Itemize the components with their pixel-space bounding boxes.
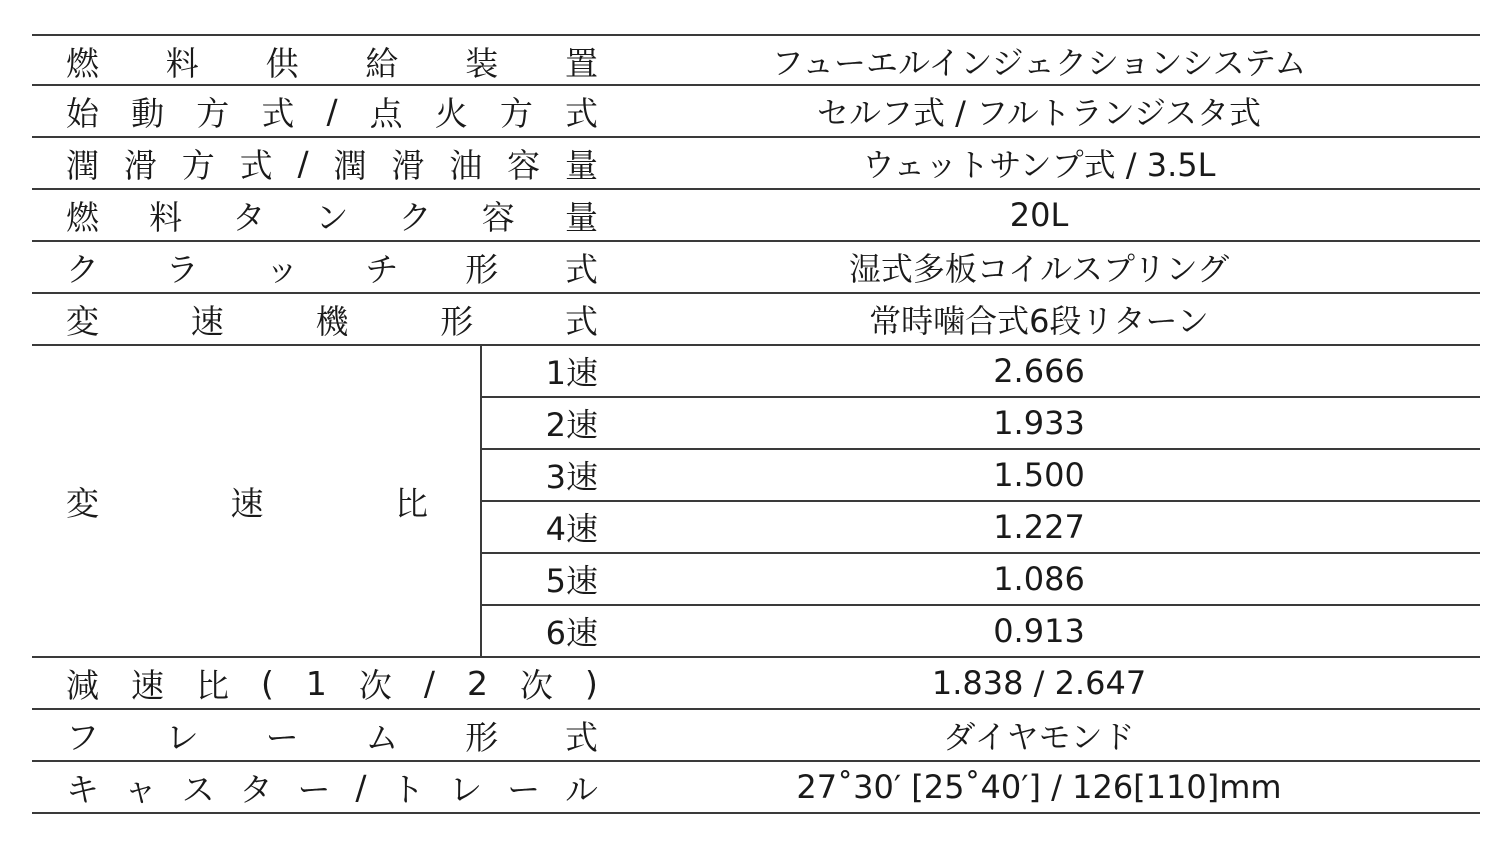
gear-row (482, 502, 1480, 554)
label-char: 滑 (391, 145, 425, 185)
spec-row-gear-ratios (32, 346, 1480, 658)
spec-value: フューエルインジェクションシステム (771, 44, 1307, 82)
label-char: 装 (465, 43, 499, 83)
label-char: 比 (395, 483, 428, 523)
spec-value: ダイヤモンド (943, 718, 1135, 756)
spec-row-caster-trail (32, 762, 1480, 814)
label-char: 給 (365, 43, 399, 83)
label-char: ラ (165, 249, 199, 289)
spec-row-fuel-system (32, 34, 1480, 86)
spec-label (66, 86, 598, 136)
label-char: / (423, 663, 435, 703)
gear-row (482, 346, 1480, 398)
gear-row (482, 450, 1480, 502)
label-char: ー (507, 769, 541, 809)
label-char: 1 (305, 663, 327, 703)
gear-label: 6速 (545, 614, 598, 652)
gear-label: 5速 (545, 562, 598, 600)
label-char: 速 (230, 483, 264, 523)
label-char: ッ (265, 249, 299, 289)
spec-label (66, 190, 598, 240)
label-char: 形 (465, 249, 499, 289)
gear-row (482, 554, 1480, 606)
label-char: 料 (165, 43, 199, 83)
spec-row-frame (32, 710, 1480, 762)
label-char: 形 (465, 717, 499, 757)
spec-row-starting-ignition (32, 86, 1480, 138)
label-char: 燃 (66, 197, 99, 237)
label-char: 比 (196, 665, 229, 705)
label-char: / (326, 91, 338, 131)
spec-value: 1.838 / 2.647 (931, 664, 1147, 702)
spec-label (66, 294, 598, 344)
gear-value: 1.227 (993, 508, 1085, 546)
label-char: 式 (239, 145, 273, 185)
gear-value: 1.933 (993, 404, 1085, 442)
label-char: 火 (434, 93, 468, 133)
label-char: 点 (369, 93, 403, 133)
gear-value: 2.666 (993, 352, 1085, 390)
label-char: 式 (564, 249, 598, 289)
label-char: 方 (181, 145, 215, 185)
label-char: 容 (507, 145, 541, 185)
label-char: 量 (564, 197, 598, 237)
spec-value: セルフ式 / フルトランジスタ式 (816, 94, 1262, 132)
label-char: 量 (565, 145, 598, 185)
label-char: 容 (481, 197, 515, 237)
spec-row-reduction-ratio (32, 658, 1480, 710)
label-char: 式 (261, 93, 295, 133)
spec-row-clutch (32, 242, 1480, 294)
spec-label (66, 242, 598, 292)
label-char: 供 (265, 43, 299, 83)
label-char: ン (315, 197, 349, 237)
label-char: ) (585, 663, 598, 703)
label-char: 始 (66, 93, 99, 133)
label-char: 油 (449, 145, 483, 185)
gear-row (482, 398, 1480, 450)
spec-value: 湿式多板コイルスプリング (848, 250, 1230, 288)
label-char: ー (297, 769, 331, 809)
spec-label (66, 762, 598, 812)
label-char: 式 (565, 301, 598, 341)
gear-label: 3速 (545, 458, 598, 496)
gear-value: 1.086 (993, 560, 1085, 598)
label-char: フ (66, 717, 99, 757)
label-char: ャ (123, 769, 157, 809)
label-char: レ (165, 717, 199, 757)
gear-value: 1.500 (993, 456, 1085, 494)
label-char: 次 (358, 665, 392, 705)
label-char: 潤 (333, 145, 367, 185)
label-char: ス (181, 769, 215, 809)
gear-label: 2速 (545, 406, 598, 444)
label-char: 滑 (123, 145, 157, 185)
label-char: ク (66, 249, 99, 289)
label-char: 形 (440, 301, 474, 341)
spec-value: 20L (1009, 196, 1069, 234)
spec-row-lubrication (32, 138, 1480, 190)
label-char: タ (239, 769, 273, 809)
label-char: / (297, 143, 309, 183)
spec-value: 27˚30′ [25˚40′] / 126[110]mm (796, 768, 1282, 806)
spec-row-fuel-tank (32, 190, 1480, 242)
label-char: ム (365, 717, 399, 757)
label-char: 置 (564, 43, 598, 83)
label-char: チ (365, 249, 399, 289)
gear-value: 0.913 (993, 612, 1085, 650)
label-char: 燃 (66, 43, 99, 83)
spec-label (66, 346, 428, 656)
spec-value: 常時噛合式6段リターン (869, 302, 1209, 340)
label-char: 料 (149, 197, 183, 237)
label-char: タ (232, 197, 266, 237)
label-char: 変 (66, 301, 99, 341)
label-char: 式 (565, 93, 598, 133)
label-char: 潤 (66, 145, 99, 185)
label-char: 2 (467, 663, 488, 703)
label-char: 速 (131, 665, 164, 705)
label-char: 減 (66, 665, 99, 705)
label-char: 速 (190, 301, 224, 341)
label-char: 次 (520, 665, 553, 705)
spec-label (66, 710, 598, 760)
spec-value: ウェットサンプ式 / 3.5L (862, 146, 1216, 184)
label-char: 式 (564, 717, 598, 757)
spec-table (32, 34, 1480, 814)
gear-label: 4速 (545, 510, 598, 548)
label-char: ル (565, 769, 598, 809)
label-char: ー (265, 717, 299, 757)
spec-row-transmission (32, 294, 1480, 346)
label-char: 機 (315, 301, 349, 341)
gear-row (482, 606, 1480, 658)
spec-label (66, 658, 598, 708)
spec-label (66, 36, 598, 86)
label-char: 方 (196, 93, 230, 133)
label-char: レ (449, 769, 483, 809)
label-char: ク (398, 197, 432, 237)
label-char: / (355, 767, 367, 807)
label-char: ト (391, 769, 425, 809)
label-char: ( (261, 663, 274, 703)
label-char: 動 (131, 93, 165, 133)
label-char: 方 (499, 93, 533, 133)
gear-label: 1速 (545, 354, 598, 392)
label-char: 変 (66, 483, 99, 523)
label-char: キ (66, 769, 99, 809)
spec-label (66, 138, 598, 188)
